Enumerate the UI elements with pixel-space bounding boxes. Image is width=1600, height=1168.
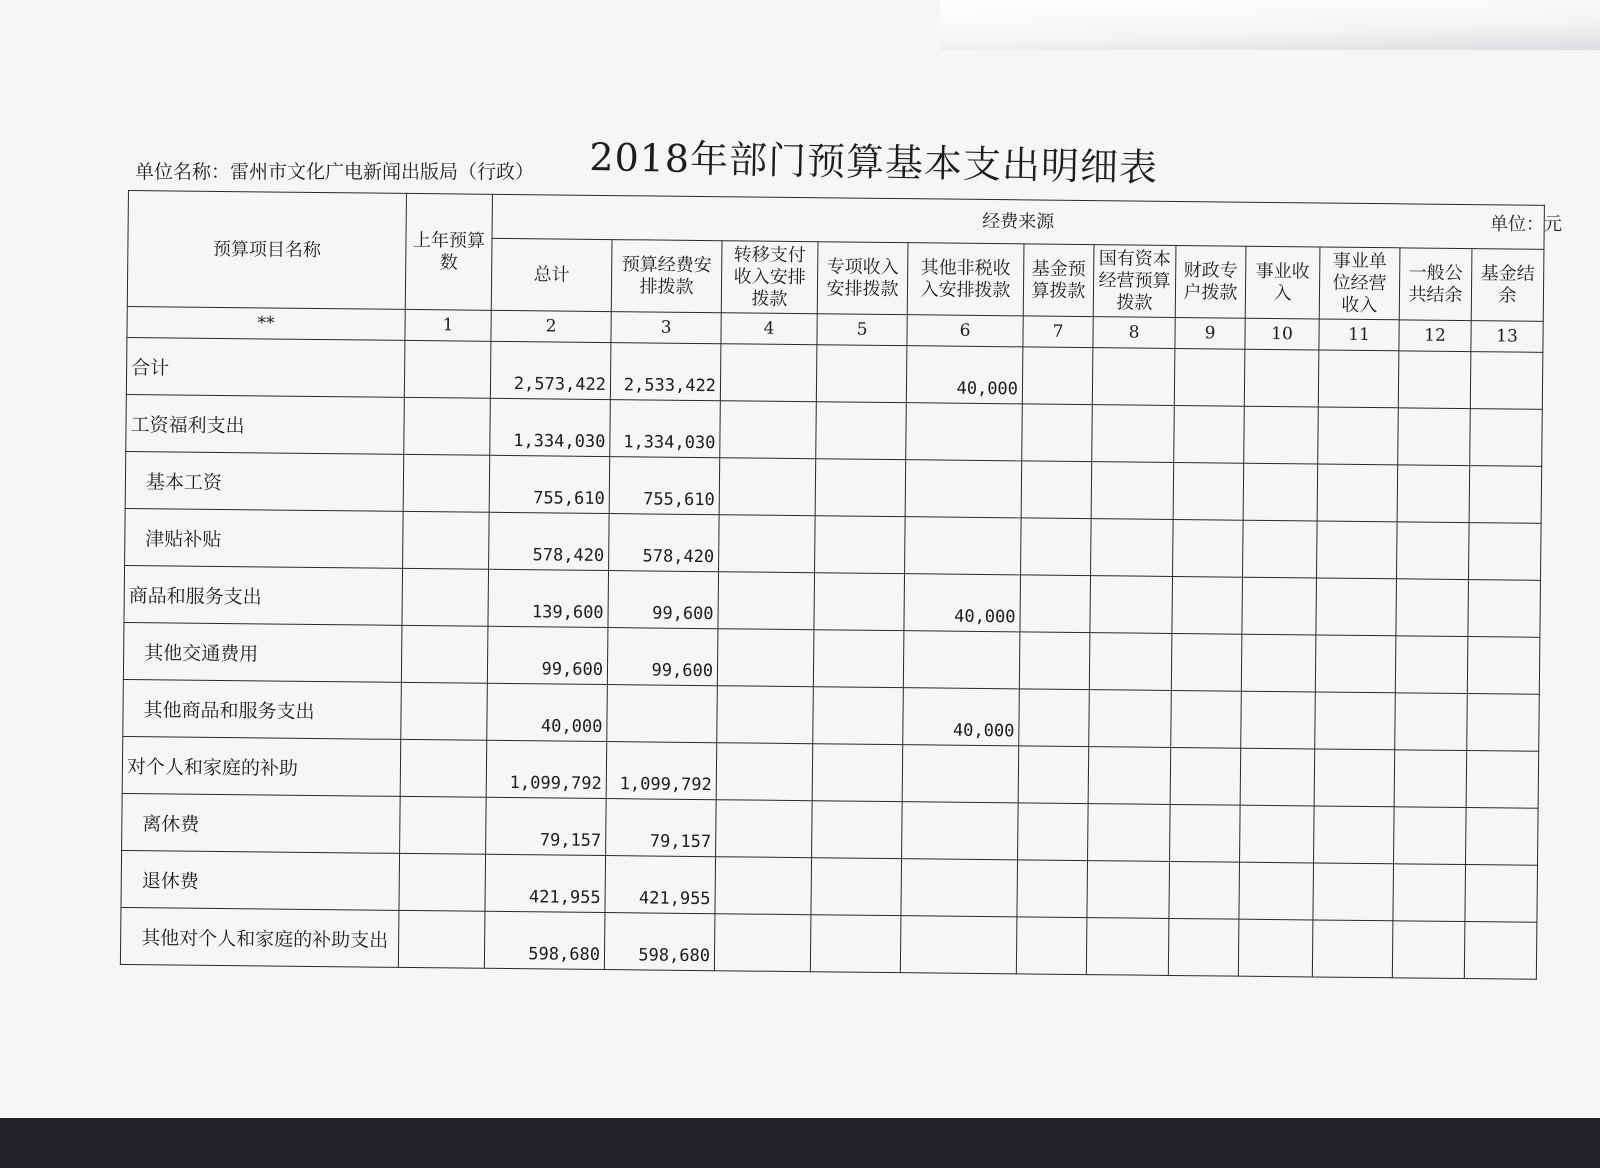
row-value-cell [815, 516, 906, 574]
header-column-11: 事业单位经营收入 [1319, 247, 1400, 320]
row-value-cell [716, 743, 813, 801]
row-value-cell [1394, 750, 1467, 808]
unit-name: 单位名称：雷州市文化广电新闻出版局（行政） [135, 161, 535, 183]
row-value-cell [1173, 519, 1244, 577]
row-item-name: 工资福利支出 [126, 394, 405, 454]
header-column-9: 财政专户拨款 [1175, 245, 1246, 318]
header-column-5: 专项收入安排拨款 [817, 242, 908, 315]
row-value-cell [399, 853, 486, 911]
row-value-cell [811, 858, 902, 916]
row-value-cell [1240, 805, 1315, 863]
row-value-cell: 2,573,422 [490, 341, 611, 399]
row-item-name: 退休费 [121, 850, 400, 910]
row-value-cell [1466, 751, 1539, 809]
row-value-cell [720, 344, 817, 402]
row-value-cell [714, 914, 811, 972]
row-value-cell [1016, 917, 1087, 975]
row-value-cell: 421,955 [605, 856, 716, 914]
row-value-cell [1315, 692, 1396, 750]
row-value-cell [810, 915, 901, 973]
row-value-cell [1238, 919, 1313, 977]
row-value-cell: 578,420 [489, 512, 610, 570]
row-value-cell [1168, 918, 1239, 976]
row-value-cell [1244, 406, 1319, 464]
header-funding-source: 经费来源 [492, 194, 1544, 249]
row-item-name: 对个人和家庭的补助 [122, 736, 401, 796]
header-column-10: 事业收入 [1245, 246, 1320, 319]
header-column-8: 国有资本经营预算拨款 [1093, 245, 1176, 318]
column-index-cell: 7 [1023, 316, 1093, 348]
row-value-cell [402, 568, 489, 626]
row-value-cell [905, 517, 1022, 575]
row-value-cell [1242, 577, 1317, 635]
row-value-cell [1468, 580, 1541, 638]
row-value-cell: 755,610 [609, 457, 720, 515]
header-item-name: 预算项目名称 [127, 191, 406, 310]
row-value-cell: 40,000 [903, 688, 1020, 746]
column-index-cell: 3 [611, 312, 721, 344]
row-value-cell [816, 345, 907, 403]
row-value-cell [1243, 520, 1318, 578]
row-item-name: 其他商品和服务支出 [123, 679, 402, 739]
row-value-cell [1241, 691, 1316, 749]
row-value-cell [1312, 920, 1393, 978]
column-index-cell: 10 [1245, 318, 1319, 350]
row-value-cell [1470, 352, 1543, 410]
row-value-cell [814, 573, 905, 631]
column-index-cell: 13 [1471, 321, 1543, 353]
row-value-cell [1174, 348, 1245, 406]
row-value-cell [1467, 694, 1540, 752]
row-item-name: 津贴补贴 [125, 508, 404, 568]
column-index-cell: 6 [907, 315, 1023, 347]
row-value-cell [1173, 462, 1244, 520]
row-value-cell [1087, 861, 1170, 919]
row-value-cell [1244, 349, 1319, 407]
row-value-cell [717, 686, 814, 744]
row-value-cell [903, 631, 1020, 689]
row-value-cell [719, 515, 816, 573]
currency-unit-label: 单位：元 [1490, 214, 1562, 235]
row-value-cell [719, 458, 816, 516]
column-index-cell: 8 [1093, 317, 1175, 349]
row-value-cell [1314, 806, 1395, 864]
row-value-cell [1313, 863, 1394, 921]
row-value-cell [813, 630, 904, 688]
header-column-2: 总计 [491, 238, 612, 311]
row-item-name: 基本工资 [125, 451, 404, 511]
column-index-cell: 4 [721, 313, 817, 345]
row-value-cell: 40,000 [904, 574, 1021, 632]
row-value-cell [1398, 408, 1471, 466]
row-value-cell [900, 916, 1017, 974]
row-value-cell [720, 401, 817, 459]
row-value-cell: 79,157 [606, 799, 717, 857]
row-value-cell [404, 340, 491, 398]
row-value-cell [1021, 461, 1092, 519]
row-item-name: 其他交通费用 [123, 622, 402, 682]
row-value-cell [901, 859, 1018, 917]
row-value-cell [718, 572, 815, 630]
row-value-cell [607, 685, 718, 743]
row-value-cell [1022, 347, 1093, 405]
row-value-cell [401, 625, 488, 683]
row-value-cell [1088, 804, 1171, 862]
row-value-cell [1466, 808, 1539, 866]
row-value-cell [717, 629, 814, 687]
row-value-cell [1317, 521, 1398, 579]
row-item-name: 其他对个人和家庭的补助支出 [120, 907, 399, 967]
row-item-name: 离休费 [122, 793, 401, 853]
row-value-cell [905, 460, 1022, 518]
paper-corner-fold [940, 0, 1600, 50]
row-value-cell [906, 403, 1023, 461]
scanner-edge [0, 1118, 1600, 1168]
row-value-cell [1086, 918, 1169, 976]
row-value-cell [813, 687, 904, 745]
row-value-cell [400, 796, 487, 854]
budget-table [120, 190, 1545, 980]
header-column-3: 预算经费安排拨款 [611, 240, 722, 313]
row-value-cell [1315, 635, 1396, 693]
row-value-cell: 598,680 [484, 911, 605, 969]
row-value-cell [1092, 405, 1175, 463]
row-value-cell [1090, 576, 1173, 634]
row-value-cell [1088, 747, 1171, 805]
row-value-cell: 139,600 [488, 569, 609, 627]
row-value-cell [815, 459, 906, 517]
row-value-cell: 578,420 [609, 514, 720, 572]
document-title: 2018年部门预算基本支出明细表 [588, 134, 1159, 190]
row-value-cell: 2,533,422 [610, 343, 721, 401]
row-value-cell [404, 397, 491, 455]
row-value-cell: 99,600 [608, 571, 719, 629]
row-value-cell [1019, 632, 1090, 690]
row-value-cell [1240, 748, 1315, 806]
row-value-cell [1171, 690, 1242, 748]
row-value-cell [1170, 804, 1241, 862]
row-value-cell [1018, 746, 1089, 804]
header-column-4: 转移支付收入安排拨款 [721, 241, 818, 314]
row-value-cell: 755,610 [489, 455, 610, 513]
row-value-cell [1169, 861, 1240, 919]
row-value-cell [1394, 807, 1467, 865]
row-value-cell [812, 801, 903, 859]
row-value-cell: 1,334,030 [490, 398, 611, 456]
row-value-cell [1467, 637, 1540, 695]
row-value-cell [1021, 518, 1092, 576]
row-value-cell [812, 744, 903, 802]
row-value-cell: 40,000 [906, 346, 1023, 404]
row-item-name: 商品和服务支出 [124, 565, 403, 625]
column-index-cell: 1 [405, 309, 491, 341]
header-prev-year: 上年预算数 [405, 193, 492, 310]
header-column-12: 一般公共结余 [1399, 248, 1472, 321]
row-value-cell [1396, 579, 1469, 637]
row-value-cell [1017, 860, 1088, 918]
budget-table-wrapper [120, 190, 1545, 980]
row-value-cell [1395, 693, 1468, 751]
row-value-cell [1398, 351, 1471, 409]
row-value-cell [1392, 921, 1465, 979]
row-value-cell [1089, 690, 1172, 748]
row-value-cell [1396, 522, 1469, 580]
column-index-cell: 12 [1399, 320, 1471, 352]
row-value-cell [1092, 348, 1175, 406]
row-value-cell [902, 745, 1019, 803]
row-value-cell [1022, 404, 1093, 462]
row-value-cell [715, 857, 812, 915]
row-value-cell [1018, 803, 1089, 861]
row-value-cell [1397, 465, 1470, 523]
row-value-cell [1170, 747, 1241, 805]
row-value-cell [1393, 864, 1466, 922]
row-value-cell: 421,955 [485, 854, 606, 912]
row-value-cell [1318, 407, 1399, 465]
row-value-cell [1239, 862, 1314, 920]
row-value-cell [1464, 922, 1537, 980]
row-value-cell: 1,099,792 [486, 740, 607, 798]
row-value-cell [1465, 865, 1538, 923]
row-value-cell [1468, 523, 1541, 581]
row-value-cell [1241, 634, 1316, 692]
row-value-cell [1091, 519, 1174, 577]
row-value-cell [1314, 749, 1395, 807]
row-value-cell [1470, 409, 1543, 467]
row-value-cell [400, 739, 487, 797]
column-index-cell: 5 [817, 314, 907, 346]
row-value-cell [403, 511, 490, 569]
header-column-13: 基金结余 [1471, 249, 1544, 322]
row-value-cell: 1,099,792 [606, 742, 717, 800]
header-column-6: 其他非税收入安排拨款 [907, 243, 1024, 316]
row-value-cell: 1,334,030 [610, 400, 721, 458]
row-value-cell [1019, 689, 1090, 747]
row-value-cell [1243, 463, 1318, 521]
row-value-cell [398, 910, 485, 968]
row-item-name: 合计 [126, 337, 405, 397]
row-value-cell [1091, 462, 1174, 520]
column-index-cell: 2 [491, 310, 611, 342]
row-value-cell [1395, 636, 1468, 694]
column-index-cell: ** [127, 306, 405, 340]
row-value-cell [1174, 405, 1245, 463]
row-value-cell [1171, 633, 1242, 691]
row-value-cell [1089, 633, 1172, 691]
row-value-cell [1317, 464, 1398, 522]
column-index-cell: 11 [1319, 319, 1399, 351]
row-value-cell: 79,157 [486, 797, 607, 855]
row-value-cell: 99,600 [607, 628, 718, 686]
row-value-cell [1020, 575, 1091, 633]
column-index-cell: 9 [1175, 317, 1245, 349]
row-value-cell [403, 454, 490, 512]
row-value-cell [902, 802, 1019, 860]
row-value-cell [1469, 466, 1542, 524]
row-value-cell: 598,680 [604, 913, 715, 971]
row-value-cell [1316, 578, 1397, 636]
header-column-7: 基金预算拨款 [1023, 244, 1094, 317]
row-value-cell [1318, 350, 1399, 408]
row-value-cell [716, 800, 813, 858]
row-value-cell: 99,600 [487, 626, 608, 684]
row-value-cell [816, 402, 907, 460]
row-value-cell: 40,000 [487, 683, 608, 741]
row-value-cell [401, 682, 488, 740]
row-value-cell [1172, 576, 1243, 634]
